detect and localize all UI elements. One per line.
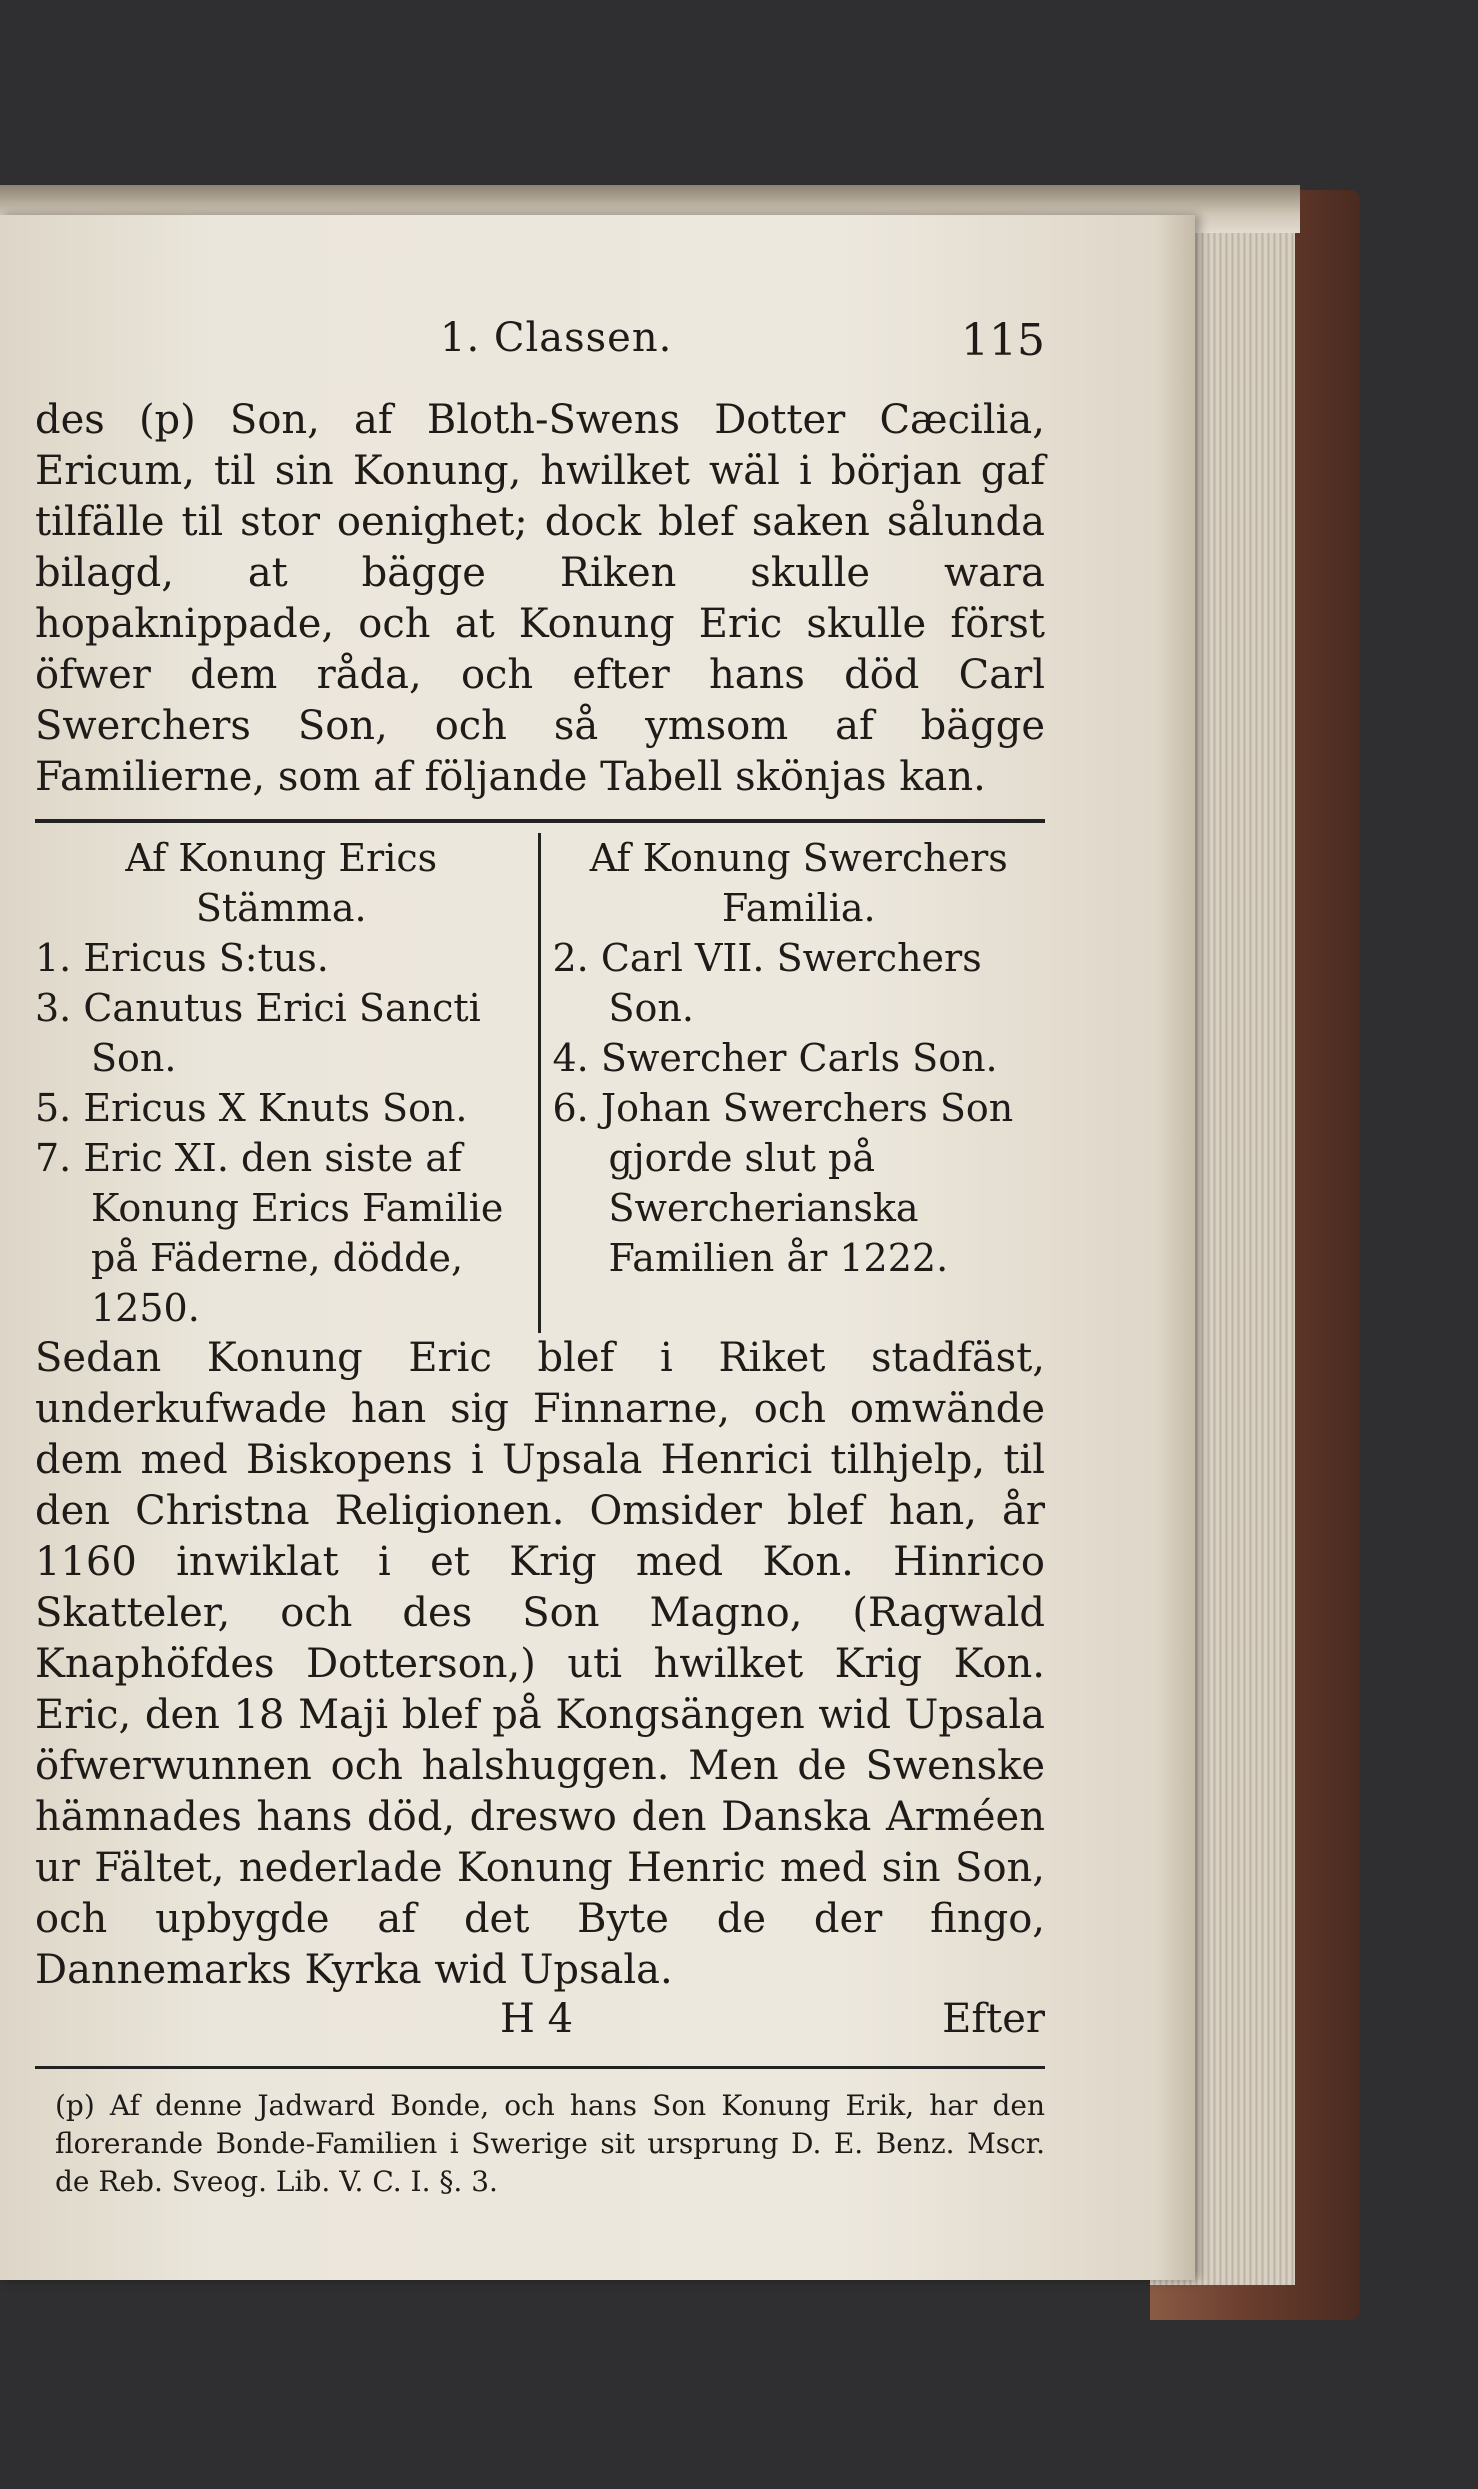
- paragraph-1: des (p) Son, af Bloth-Swens Dotter Cæcilia, Ericum, til sin Konung, hwilket wäl i början gaf tilfälle til stor oenighet; dock blef saken sålunda bilagd, at bägge Riken skulle wara hopaknippade, och at Konung Eric skulle först öfwer dem råda, och efter hans död Carl Swerchers Son, och så ymsom af bägge Familierne, som af följande Tabell skönjas kan.: [35, 397, 1045, 800]
- lineage-entry: 4. Swercher Carls Son.: [552, 1036, 998, 1080]
- lineage-entry: 7. Eric XI. den siste af Konung Erics Familie på Fäderne, dödde, 1250.: [35, 1136, 504, 1330]
- swerchers-heading-line-2: Familia.: [721, 886, 876, 930]
- paragraph-2: Sedan Konung Eric blef i Riket stadfäst, underkufwade han sig Finnarne, och omwände dem med Biskopens i Upsala Henrici tilhjelp, til den Christna Religionen. Omsider blef han, år 1160 inwiklat i et Krig med Kon. Hinrico Skatteler, och des Son Magno, (Ragwald Knaphöfdes Dotterson,) uti hwilket Krig Kon. Eric, den 18 Maji blef på Kongsängen wid Upsala öfwerwunnen och halshuggen. Men de Swenske hämnades hans död, dreswo den Danska Arméen ur Fältet, nederlade Konung Henric med sin Son, och upbygde af det Byte de der fingo, Dannemarks Kyrka wid Upsala.: [35, 1335, 1045, 1993]
- catchword: Efter: [942, 1996, 1045, 2042]
- genealogy-table: [35, 833, 1045, 1333]
- erics-lineage-heading: [35, 833, 528, 933]
- footnote-rule: [35, 2066, 1045, 2069]
- erics-heading-line-1: Af Konung Erics: [125, 836, 438, 880]
- swerchers-heading-line-1: Af Konung Swerchers: [589, 836, 1008, 880]
- page-content: [35, 315, 1045, 2201]
- signature-mark: H 4: [500, 1996, 574, 2042]
- erics-heading-line-2: Stämma.: [195, 886, 367, 930]
- table-top-rule: [35, 819, 1045, 823]
- footnote: (p) Af denne Jadward Bonde, och hans Son Konung Erik, har den florerande Bonde-Familien i Swerige sit ursprung D. E. Benz. Mscr. de Reb. Sveog. Lib. V. C. I. §. 3.: [55, 2089, 1045, 2198]
- lineage-entry: 6. Johan Swerchers Son gjorde slut på Swercherianska Familien år 1222.: [552, 1086, 1014, 1280]
- swerchers-lineage-heading: [553, 833, 1046, 933]
- section-title: 1. Classen.: [440, 315, 673, 361]
- catchword-line: [35, 1996, 1045, 2052]
- lineage-entry: 3. Canutus Erici Sancti Son.: [35, 986, 481, 1080]
- book-page: [0, 215, 1195, 2280]
- page-shadow: [1155, 215, 1195, 2280]
- running-head: [35, 315, 1045, 395]
- lineage-entry: 1. Ericus S:tus.: [35, 936, 329, 980]
- page-number: 115: [961, 315, 1045, 366]
- lineage-entry: 2. Carl VII. Swerchers Son.: [552, 936, 982, 1030]
- erics-lineage-column: [35, 833, 541, 1333]
- swerchers-lineage-column: [541, 833, 1046, 1333]
- lineage-entry: 5. Ericus X Knuts Son.: [35, 1086, 468, 1130]
